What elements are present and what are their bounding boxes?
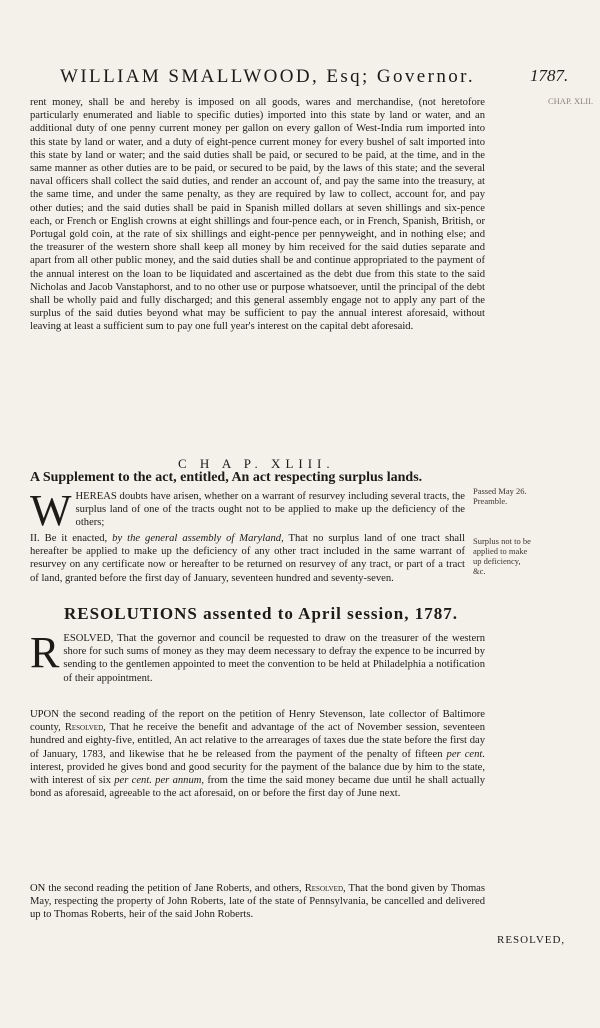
resolution-roberts	[30, 882, 485, 922]
upon-per-cent: per cent.	[446, 748, 485, 760]
margin-note-preamble: Preamble.	[473, 496, 508, 506]
enacting-lead: II. Be it enacted,	[30, 533, 108, 544]
margin-note-passed	[473, 486, 533, 506]
upon-text-d: from the time the said money became due until he shall actually bond as aforesaid, agreeable to the act aforesaid, on or before the first day of June next.	[30, 775, 485, 800]
drop-cap-r: R	[30, 628, 60, 677]
resolution-stevenson	[30, 708, 485, 800]
upon-text-c: interest, provided he gives bond and good security for the payment of the balance due by him to the state, with interest of six	[30, 761, 485, 787]
drop-cap-w: W	[30, 486, 72, 535]
enacting-paragraph	[30, 532, 465, 585]
on-lead: ON	[30, 883, 46, 894]
whereas-text: HEREAS doubts have arisen, whether on a warrant of resurvey including several tracts, the surplus land of one of the tracts ought not to be applied to make up the deficiency of the others;	[75, 491, 465, 529]
enacting-text: That no surplus land of one tract shall hereafter be applied to make up the deficiency of any other tract included in the same warrant of resurvey on any certificate now or hereafter to be returned on resurvey of any tract, or part of a tract of land, granted before the first day of January, seventeen hundred and seventy-seven.	[30, 533, 465, 584]
upon-lead: UPON	[30, 709, 59, 720]
chapter-heading: C H A P. XLIII.	[178, 456, 335, 471]
upon-text-b: That he receive the benefit and advantage of the act of November session, seventeen hundred and eighty-five, entitled, An act relative to the arrearages of taxes due the state before the first day of January, 1783, and likewise that he be released from the payment of the penalty of fifteen	[30, 722, 485, 760]
act-title: A Supplement to the act, entitled, An act respecting surplus lands.	[30, 470, 423, 485]
resolution-convention-text: ESOLVED, That the governor and council be requested to draw on the treasurer of the western shore for such sums of money as they may deem necessary to defray the expence to be incurred by sending to the gentlemen appointed to meet the convention to be held at Philadelphia a notification of their appointment.	[63, 633, 485, 684]
on-text-b: That the bond given by Thomas May, respecting the property of John Roberts, late of the state of Pennsylvania, be cancelled and delivered up to Thomas Roberts, heir of the said John Roberts.	[30, 883, 486, 921]
margin-note-chapter: CHAP. XLII.	[548, 96, 594, 106]
margin-note-surplus: Surplus not to be applied to make up deficiency, &c.	[473, 536, 531, 576]
page-header	[60, 66, 580, 90]
chapter-xlii-continuation: rent money, shall be and hereby is imposed on all goods, wares and merchandise, (not heretofore particularly enumerated and liable to specific duties) imported into this state by land or water, and an additional duty of one penny current money per gallon on every gallon of West-India rum imported into this state by land or water, and a duty of eight-pence current money for every bushel of salt imported into this state by land or water; and the said duties shall be paid, or secured to be paid, at the time, and in the same manner as other duties are to be paid, or secured to be paid, by the laws of this state; and the several naval officers shall collect the said duties, and render an account of, and pay the same into the treasury, at the same time, and under the same penalty, as they are required by law to collect, account for, and pay other duties; and the said duties shall be paid in Spanish milled dollars at seven shillings and six-pence each, or French or English crowns at eight shillings and four-pence each, or in French, Spanish, British, or Portugal gold coin, at the rate of six shillings and eight-pence per pennyweight, and in nothing else; and the treasurer of the western shore shall keep all money by him received for the said duties separate and apart from all other public money, and the said duties shall be and continue appropriated to the payment of the annual interest on the loan to be liquidated and ascertained as the debt due from this state to the said Nicholas and Jacob Vanstaphorst, and to no other use or purpose whatsoever, until the principal of the debt shall be wholly paid and fully discharged; and this general assembly engage not to apply any part of the surplus of the said duties beyond what may be sufficient to pay the annual interest aforesaid, without leaving at least a sufficient sum to pay one full year's interest on the capital debt aforesaid.	[30, 97, 485, 333]
resolutions-heading: RESOLUTIONS assented to April session, 1787.	[64, 604, 458, 623]
margin-note-passed-date: Passed May 26.	[473, 486, 527, 496]
on-resolved: Resolved,	[304, 883, 346, 894]
upon-per-cent-annum: per cent. per annum,	[114, 775, 205, 787]
page-year: 1787.	[530, 66, 569, 85]
enacting-authority: by the general assembly of Maryland,	[112, 533, 284, 544]
resolution-convention	[30, 628, 485, 685]
upon-text-a: the second reading of the report on the petition of Henry Stevenson, late collector of Baltimore county,	[30, 709, 485, 734]
whereas-paragraph	[30, 486, 465, 535]
on-text-a: the second reading the petition of Jane Roberts, and others,	[48, 883, 302, 894]
catchword: RESOLVED,	[497, 934, 566, 946]
upon-resolved: Resolved,	[64, 722, 106, 734]
running-head: WILLIAM SMALLWOOD, Esq; Governor.	[60, 66, 475, 87]
